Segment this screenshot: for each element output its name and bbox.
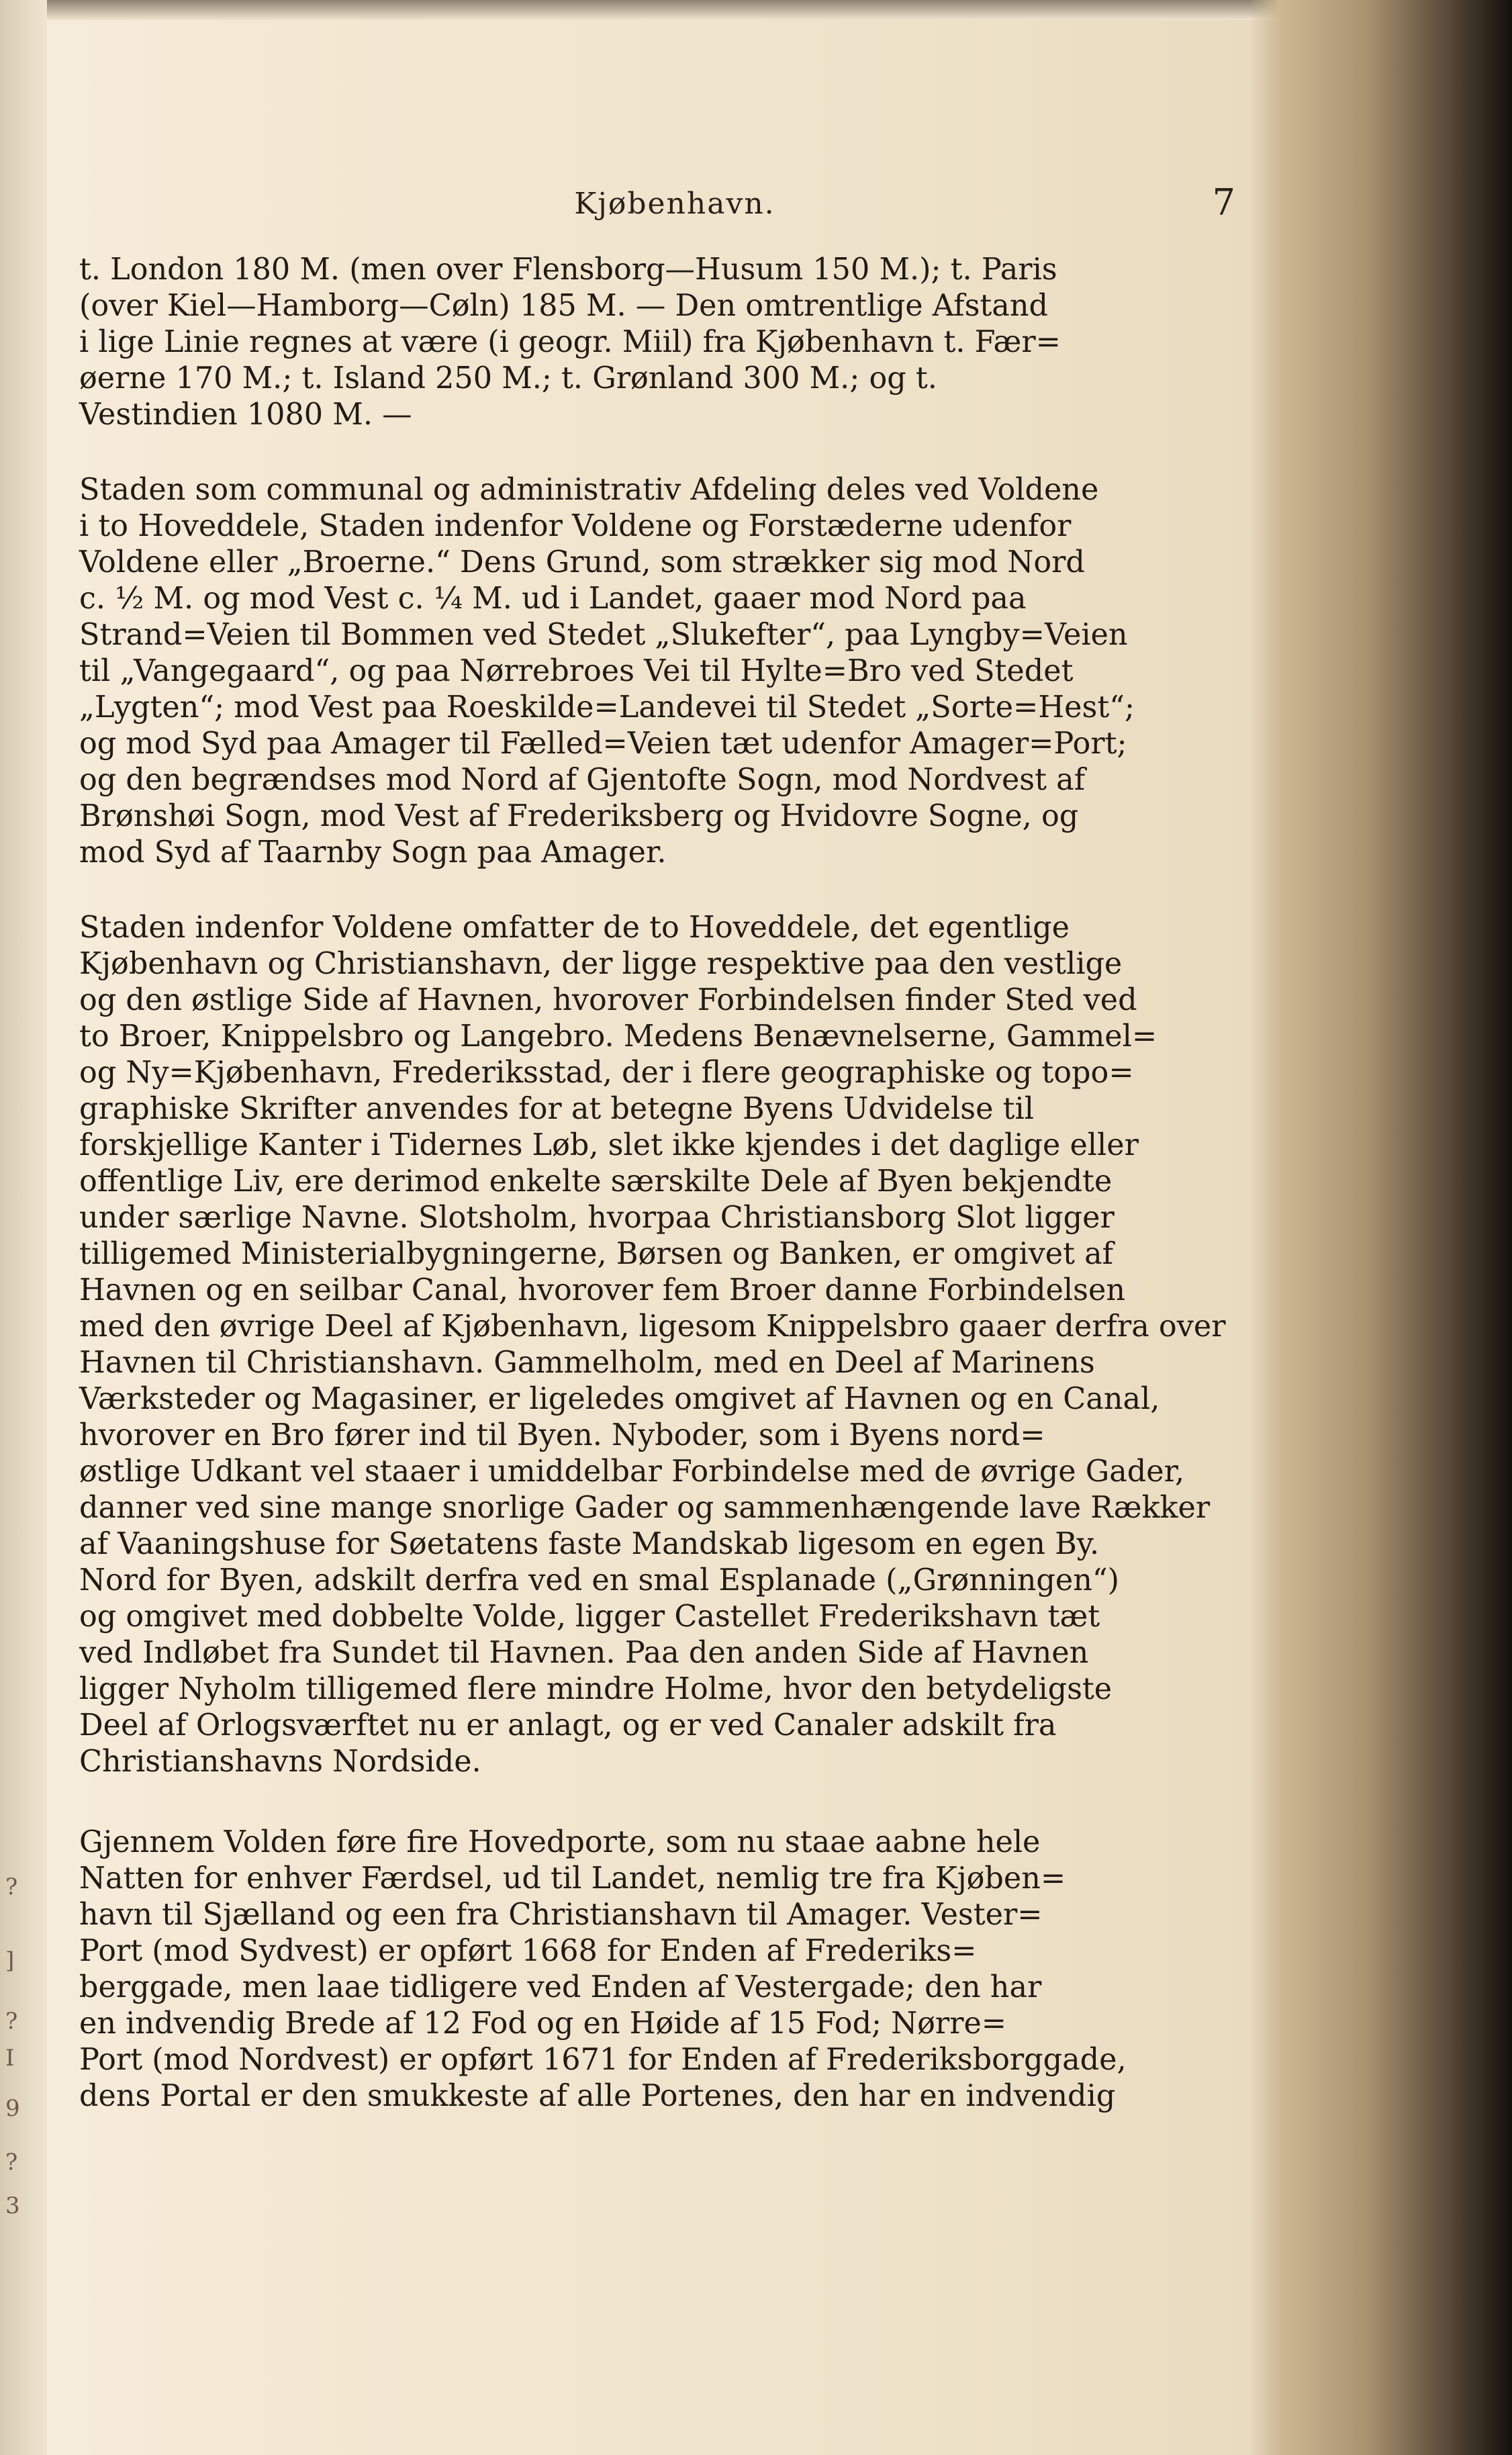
text-line: til „Vangegaard“, og paa Nørrebroes Vei til Hylte=Bro ved Stedet [79,654,1074,688]
text-line: Brønshøi Sogn, mod Vest af Frederiksberg og Hvidovre Sogne, og [79,799,1079,833]
margin-mark: 3 [5,2192,20,2219]
text-line: Strand=Veien til Bommen ved Stedet „Slukefter“, paa Lyngby=Veien [79,618,1128,652]
text-line: og mod Syd paa Amager til Fælled=Veien tæt udenfor Amager=Port; [79,727,1127,761]
text-line: Havnen til Christianshavn. Gammelholm, med en Deel af Marinens [79,1346,1095,1380]
text-line: Havnen og en seilbar Canal, hvorover fem Broer danne Forbindelsen [79,1273,1125,1307]
text-line: Værksteder og Magasiner, er ligeledes omgivet af Havnen og en Canal, [79,1382,1160,1416]
text-line: forskjellige Kanter i Tidernes Løb, slet ikke kjendes i det daglige eller [79,1128,1139,1162]
text-line: to Broer, Knippelsbro og Langebro. Medens Benævnelserne, Gammel= [79,1019,1157,1054]
text-line: berggade, men laae tidligere ved Enden af Vestergade; den har [79,1970,1042,2004]
text-line: danner ved sine mange snorlige Gader og sammenhængende lave Rækker [79,1491,1211,1525]
text-line: c. ½ M. og mod Vest c. ¼ M. ud i Landet, gaaer mod Nord paa [79,582,1027,616]
margin-mark: 9 [5,2095,20,2122]
text-line: under særlige Navne. Slotsholm, hvorpaa Christiansborg Slot ligger [79,1201,1115,1235]
text-line: ligger Nyholm tilligemed flere mindre Holme, hvor den betydeligste [79,1672,1113,1706]
text-line: mod Syd af Taarnby Sogn paa Amager. [79,835,667,870]
text-line: hvorover en Bro fører ind til Byen. Nyboder, som i Byens nord= [79,1418,1045,1452]
margin-mark: ? [5,1873,18,1900]
text-line: østlige Udkant vel staaer i umiddelbar Forbindelse med de øvrige Gader, [79,1454,1185,1489]
paragraph-staden [79,910,1247,1780]
text-line: tilligemed Ministerialbygningerne, Børsen og Banken, er omgivet af [79,1237,1114,1271]
text-line: og den begrændses mod Nord af Gjentofte Sogn, mod Nordvest af [79,763,1086,797]
text-line: og omgivet med dobbelte Volde, ligger Castellet Frederikshavn tæt [79,1600,1100,1634]
running-head [107,181,1242,228]
paragraph-gates [79,1824,1247,2115]
text-line: Staden indenfor Voldene omfatter de to Hoveddele, det egentlige [79,911,1070,945]
page-left-edge [0,0,47,2455]
text-line: Kjøbenhavn og Christianshavn, der ligge respektive paa den vestlige [79,947,1123,981]
text-line: Vestindien 1080 M. — [79,398,412,432]
text-line: „Lygten“; mod Vest paa Roeskilde=Landevei til Stedet „Sorte=Hest“; [79,690,1135,725]
text-line: af Vaaningshuse for Søetatens faste Mandskab ligesom en egen By. [79,1527,1100,1561]
margin-mark: ? [5,2149,18,2176]
text-line: dens Portal er den smukkeste af alle Portenes, den har en indvendig [79,2079,1116,2113]
text-line: Voldene eller „Broerne.“ Dens Grund, som strækker sig mod Nord [79,545,1085,580]
page-number: 7 [1212,181,1235,224]
paragraph-distances [79,252,1247,433]
text-line: Port (mod Nordvest) er opført 1671 for Enden af Frederiksborggade, [79,2043,1127,2077]
text-line: havn til Sjælland og een fra Christianshavn til Amager. Vester= [79,1898,1043,1932]
text-line: offentlige Liv, ere derimod enkelte særskilte Dele af Byen bekjendte [79,1164,1113,1199]
margin-mark: ? [5,2008,18,2035]
running-head-title: Kjøbenhavn. [574,187,775,221]
margin-mark: I [5,2045,15,2072]
book-spine-shadow [1249,0,1512,2455]
text-line: og Ny=Kjøbenhavn, Frederiksstad, der i flere geographiske og topo= [79,1056,1134,1090]
text-line: Staden som communal og administrativ Afdeling deles ved Voldene [79,473,1099,507]
text-line: i lige Linie regnes at være (i geogr. Miil) fra Kjøbenhavn t. Fær= [79,325,1061,359]
text-line: med den øvrige Deel af Kjøbenhavn, ligesom Knippelsbro gaaer derfra over [79,1309,1226,1344]
text-line: Christianshavns Nordside. [79,1745,481,1779]
text-line: (over Kiel—Hamborg—Cøln) 185 M. — Den omtrentlige Afstand [79,289,1048,323]
text-line: Port (mod Sydvest) er opført 1668 for Enden af Frederiks= [79,1934,977,1968]
text-line: i to Hoveddele, Staden indenfor Voldene og Forstæderne udenfor [79,509,1072,543]
text-line: øerne 170 M.; t. Island 250 M.; t. Grønland 300 M.; og t. [79,361,937,396]
paragraph-divisions [79,472,1247,871]
text-line: graphiske Skrifter anvendes for at betegne Byens Udvidelse til [79,1092,1034,1126]
text-line: t. London 180 M. (men over Flensborg—Husum 150 M.); t. Paris [79,252,1057,287]
margin-mark: ] [5,1947,15,1974]
text-line: Deel af Orlogsværftet nu er anlagt, og er ved Canaler adskilt fra [79,1708,1057,1743]
text-line: Gjennem Volden føre fire Hovedporte, som nu staae aabne hele [79,1825,1041,1859]
text-line: en indvendig Brede af 12 Fod og en Høide af 15 Fod; Nørre= [79,2006,1007,2041]
text-line: Nord for Byen, adskilt derfra ved en smal Esplanade („Grønningen“) [79,1563,1120,1597]
text-line: og den østlige Side af Havnen, hvorover Forbindelsen finder Sted ved [79,983,1137,1017]
text-line: ved Indløbet fra Sundet til Havnen. Paa den anden Side af Havnen [79,1636,1089,1670]
text-line: Natten for enhver Færdsel, ud til Landet, nemlig tre fra Kjøben= [79,1861,1066,1896]
body-text [79,252,1247,2115]
